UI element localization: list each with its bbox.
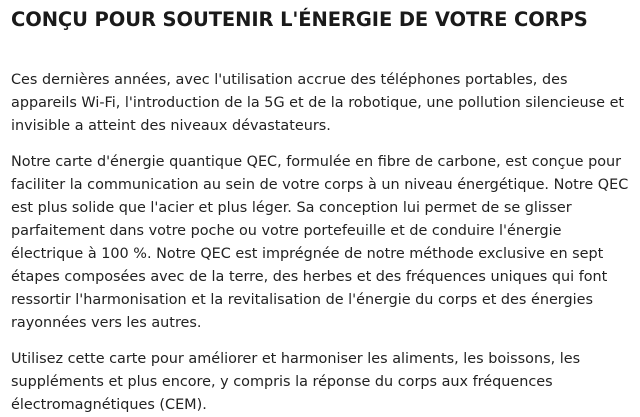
paragraph-qec-card: Notre carte d'énergie quantique QEC, formulée en fibre de carbone, est conçue pour faciliter la communication au sein de votre corps à un niveau énergétique. Notre QEC est plus solide que l'acier et plus léger. Sa conception lui permet de se glisser parfaitement dans votre poche ou votre portefeuille et de conduire l'énergie électrique à 100 %. Notre QEC est imprégnée de notre méthode exclusive en sept étapes composées avec de la terre, des herbes et des fréquences uniques qui font ressortir l'harmonisation et la revitalisation de l'énergie du corps et des énergies rayonnées vers les autres. — [11, 154, 629, 331]
page-title: CONÇU POUR SOUTENIR L'ÉNERGIE DE VOTRE CORPS — [11, 8, 588, 31]
paragraph-usage: Utilisez cette carte pour améliorer et harmoniser les aliments, les boissons, les suppléments et plus encore, y compris la réponse du corps aux fréquences électromagnétiques (CEM). — [11, 351, 581, 413]
paragraph-pollution: Ces dernières années, avec l'utilisation accrue des téléphones portables, des appareils Wi-Fi, l'introduction de la 5G et de la robotique, une pollution silencieuse et invisible a atteint des niveaux dévastateurs. — [11, 72, 625, 134]
